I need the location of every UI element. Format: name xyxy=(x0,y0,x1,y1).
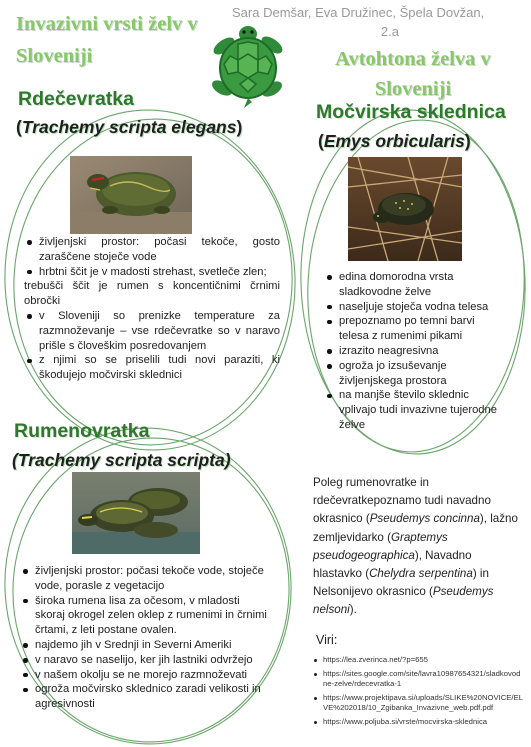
latin-name: Graptemys pseudogeographica xyxy=(313,530,448,562)
european-pond-turtle-photo xyxy=(348,157,462,261)
latin-paren-close: ) xyxy=(464,131,471,151)
latin-name: Pseudemys concinna xyxy=(369,512,480,526)
list-item: široka rumena lisa za očesom, v mladosti skoraj okrogel zelen oklep z rumenimi in črnimi črtami, z leti postane ovalen. xyxy=(22,594,272,638)
list-item: ogroža močvirsko sklednico zaradi velikosti in agresivnosti xyxy=(22,682,272,712)
list-item: življenjski prostor: počasi tekoče vode, stoječe vode, porasle z vegetacijo xyxy=(22,564,272,594)
list-item: trebušči ščit je rumen s koncentičnimi črnimi obročki xyxy=(24,280,280,308)
species-latin-yellow-bellied: (Trachemy scripta scripta) xyxy=(12,450,231,470)
source-link[interactable]: https://lea.zverinca.net/?p=655 xyxy=(314,655,524,666)
species-latin-red-eared xyxy=(16,117,242,138)
source-link[interactable]: https://www.poljuba.si/vrste/mocvirska-sklednica xyxy=(314,717,524,728)
class-label: 2.a xyxy=(380,24,399,39)
list-item: v našem okolju se ne morejo razmnoževati xyxy=(22,668,272,683)
other-species-paragraph xyxy=(313,474,521,620)
paragraph-text: Poleg rumenovratke in rdečevratkepoznamo tudi navadno okrasnico ( xyxy=(313,476,491,526)
list-item: z njimi so se priselili tudi novi paraziti, ki škodujejo močvirski sklednici xyxy=(26,353,280,383)
latin-name: Trachemy scripta elegans xyxy=(21,117,237,137)
latin-name: Pseudemys nelsoni xyxy=(313,585,494,617)
species-name-red-eared: Rdečevratka xyxy=(18,88,134,110)
list-item: v Sloveniji so prenizke temperature za razmnoževanje – vse rdečevratke so v naravo prišle s človeškim posredovanjem xyxy=(26,309,280,353)
latin-paren-close: ) xyxy=(236,117,243,137)
sources-list xyxy=(314,655,524,731)
list-item: najdemo jih v Srednji in Severni Ameriki xyxy=(22,638,272,653)
list-item: ogroža jo izsuševanje življenjskega prostora xyxy=(326,359,498,389)
list-item: hrbtni ščit je v madosti strehast, svetleče zlen; xyxy=(26,265,280,280)
paragraph-text: ), Navadno hlastavko ( xyxy=(313,548,472,581)
latin-name: Emys orbicularis xyxy=(323,131,465,151)
source-link[interactable]: https://sites.google.com/site/lavra10987654321/sladkovodne-zelve/rdecevratka-1 xyxy=(314,669,524,690)
latin-paren-open: ( xyxy=(16,117,22,137)
list-item: edina domorodna vrsta sladkovodne želve xyxy=(326,270,498,300)
yellow-bellied-facts-list xyxy=(22,564,272,712)
red-eared-slider-photo xyxy=(70,156,192,234)
turtle-icon xyxy=(200,26,296,110)
list-item: na manjše število sklednic vplivajo tudi invazivne tujerodne želve xyxy=(326,388,498,432)
paragraph-text: ), lažno zemljevidarko ( xyxy=(313,512,518,544)
list-item: izrazito neagresivna xyxy=(326,344,498,359)
latin-paren-open: ( xyxy=(318,131,324,151)
species-name-yellow-bellied: Rumenovratka xyxy=(14,420,150,442)
list-item: v naravo se naselijo, ker jih lastniki odvržejo xyxy=(22,653,272,668)
paragraph-text: ). xyxy=(349,603,357,617)
pond-turtle-facts-list xyxy=(326,270,498,433)
species-latin-pond-turtle xyxy=(318,131,471,152)
list-item: prepoznamo po temni barvi telesa z rumenimi pikami xyxy=(326,314,498,344)
list-item: življenjski prostor: počasi tekoče, gosto zaraščene stoječe vode xyxy=(26,235,280,265)
latin-name: Chelydra serpentina xyxy=(369,567,473,581)
source-link[interactable]: https://www.projektipava.si/uploads/SLIKE%20NOVICE/ELVE%202018/10_Zgibanka_Invazivne_web.pdf.pdf xyxy=(314,693,524,714)
title-native-species: Avtohtona želva v Sloveniji xyxy=(335,48,491,100)
red-eared-facts-list xyxy=(26,235,280,383)
yellow-bellied-sliders-photo xyxy=(72,472,200,554)
species-name-pond-turtle: Močvirska sklednica xyxy=(316,101,506,123)
sources-heading: Viri: xyxy=(316,633,338,647)
list-item: naseljuje stoječa vodna telesa xyxy=(326,300,498,315)
paragraph-text: ) in Nelsonijevo okrasnico ( xyxy=(313,567,489,599)
title-invasive-species: Invazivni vrsti želv v Sloveniji xyxy=(16,13,198,67)
authors-names: Sara Demšar, Eva Družinec, Špela Dovžan, xyxy=(232,5,485,20)
